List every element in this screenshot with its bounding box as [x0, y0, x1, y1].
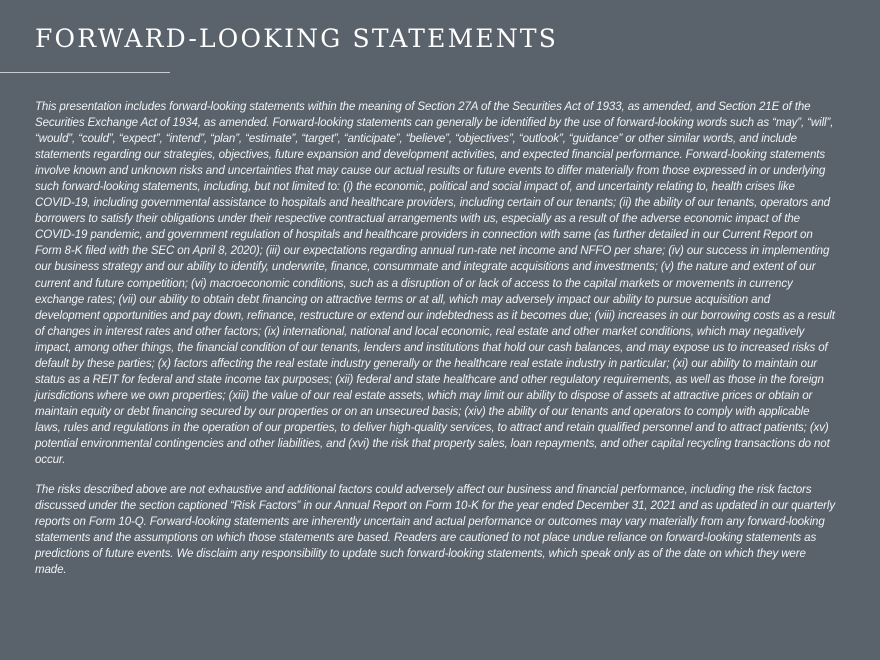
title-underline — [0, 72, 170, 73]
disclaimer-paragraph: This presentation includes forward-looking statements within the meaning of Section 27A of the Securities Act of 1933, as amended, and Section 21E of the Securities Exchange Act of 1934, as amended. Forward-looking statements can generally be identified by the use of forward-looking words such as “may”, “will”, “would”, “could”, “expect”, “intend”, “plan”, “estimate”, “target”, “anticipate”, “believe”, “objectives”, “outlook”, “guidance” or other similar words, and include statements regarding our strategies, objectives, future expansion and development activities, and expected financial performance. Forward-looking statements involve known and unknown risks and uncertainties that may cause our actual results or future events to differ materially from those expressed in or underlying such forward-looking statements, including, but not limited to: (i) the economic, political and social impact of, and uncertainty relating to, health crises like COVID-19, including governmental assistance to hospitals and healthcare providers, including certain of our tenants; (ii) the ability of our tenants, operators and borrowers to satisfy their obligations under their respective contractual arrangements with us, especially as a result of the adverse economic impact of the COVID-19 pandemic, and government regulation of hospitals and healthcare providers in connection with same (as further detailed in our Current Report on Form 8-K filed with the SEC on April 8, 2020); (iii) our expectations regarding annual run-rate net income and NFFO per share; (iv) our success in implementing our business strategy and our ability to identify, underwrite, finance, consummate and integrate acquisitions and investments; (v) the nature and extent of our current and future competition; (vi) macroeconomic conditions, such as a disruption of or lack of access to the capital markets or movements in currency exchange rates; (vii) our ability to obtain debt financing on attractive terms or at all, which may adversely impact our ability to pursue acquisition and development opportunities and pay down, refinance, restructure or extend our indebtedness as it becomes due; (viii) increases in our borrowing costs as a result of changes in interest rates and other factors; (ix) international, national and local economic, real estate and other market conditions, which may negatively impact, among other things, the financial condition of our tenants, lenders and institutions that hold our cash balances, and may expose us to increased risks of default by these parties; (x) factors affecting the real estate industry generally or the healthcare real estate industry in particular; (xi) our ability to maintain our status as a REIT for federal and state income tax purposes; (xii) federal and state healthcare and other regulatory requirements, as well as those in the foreign jurisdictions where we own properties; (xiii) the value of our real estate assets, which may limit our ability to dispose of assets at attractive prices or obtain or maintain equity or debt financing secured by our properties or on an unsecured basis; (xiv) the ability of our tenants and operators to comply with applicable laws, rules and regulations in the operation of our properties, to deliver high-quality services, to attract and retain qualified personnel and to attract patients; (xv) potential environmental contingencies and other liabilities, and (xvi) the risk that property sales, loan repayments, and other capital recycling transactions do not occur. — [35, 101, 835, 467]
page-title: FORWARD-LOOKING STATEMENTS — [35, 24, 559, 53]
disclaimer-body — [35, 99, 835, 578]
disclaimer-paragraph: The risks described above are not exhaustive and additional factors could adversely affect our business and financial performance, including the risk factors discussed under the section captioned “Risk Factors” in our Annual Report on Form 10-K for the year ended December 31, 2021 and as updated in our quarterly reports on Form 10-Q. Forward-looking statements are inherently uncertain and actual performance or outcomes may vary materially from any forward-looking statements and the assumptions on which those statements are based. Readers are cautioned to not place undue reliance on forward-looking statements as predictions of future events. We disclaim any responsibility to update such forward-looking statements, which speak only as of the date on which they were made. — [35, 484, 835, 577]
